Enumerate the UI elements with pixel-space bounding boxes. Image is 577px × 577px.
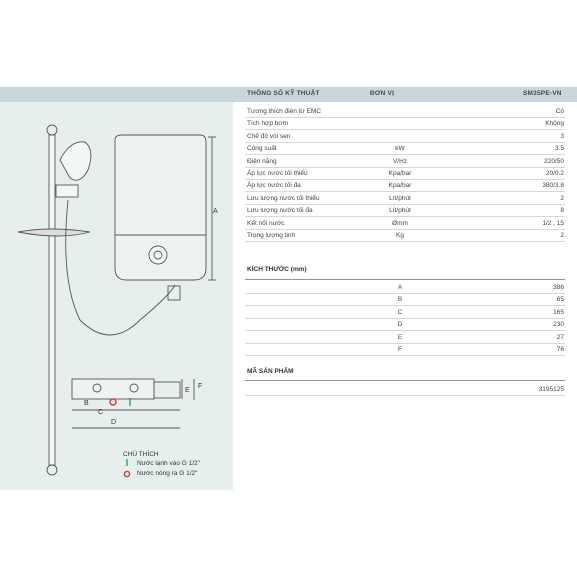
model-header-label: SM35PE-VN	[523, 90, 562, 97]
soap-dish	[18, 229, 90, 236]
spec-unit: Ømm	[392, 219, 408, 227]
spec-value: Có	[555, 108, 564, 115]
legend-title: CHÚ THÍCH	[123, 451, 159, 458]
legend-hot-label: Nước nóng ra G 1/2"	[137, 470, 198, 477]
heater-bottom-view	[72, 379, 154, 399]
spec-row	[245, 217, 565, 230]
dimension-label: F	[398, 346, 402, 353]
dimension-label: C	[397, 308, 403, 316]
dimension-row	[245, 281, 565, 294]
spec-unit: Lít/phút	[389, 194, 411, 202]
spec-row	[245, 167, 565, 180]
spec-name: Tích hợp bơm	[247, 120, 289, 128]
spec-row	[245, 229, 565, 242]
dimension-label: A	[397, 284, 403, 291]
dimension-value: 230	[553, 321, 564, 329]
spec-unit: Kpa/bar	[388, 182, 412, 190]
rail-bottom-bracket	[47, 465, 57, 475]
hot-outlet-marker	[110, 399, 116, 405]
spec-name: Tương thích điện từ EMC	[247, 108, 322, 115]
dimension-value: 65	[556, 296, 564, 304]
spec-row	[245, 105, 565, 118]
spec-value: 2	[560, 194, 564, 202]
dimension-row	[245, 293, 565, 306]
spec-value: 1/2 , 15	[542, 219, 564, 227]
dimension-value: 27	[556, 333, 564, 341]
dimensions-title: KÍCH THƯỚC (mm)	[247, 266, 307, 273]
dim-label-d: D	[111, 419, 117, 426]
hot-water-icon	[124, 471, 129, 476]
spec-row	[245, 192, 565, 205]
spec-name: Áp lực nước tối đa	[247, 182, 301, 190]
spec-unit: Kg	[396, 232, 404, 239]
dimension-value: 76	[556, 346, 564, 353]
product-code-divider	[245, 380, 565, 381]
spec-value: 380/3.8	[542, 182, 564, 190]
spec-name: Lưu lượng nước tối thiểu	[247, 194, 320, 202]
legend-cold-label: Nước lạnh vào G 1/2"	[137, 460, 200, 467]
water-heater-diagram	[0, 0, 233, 490]
dimension-value: 386	[553, 284, 564, 291]
dimension-row	[245, 343, 565, 356]
product-code-title: MÃ SẢN PHẨM	[247, 368, 294, 375]
spec-name: Lưu lượng nước tối đa	[247, 207, 313, 215]
dimensions-divider	[245, 279, 565, 280]
spec-value: Không	[545, 120, 564, 128]
spec-value: 3	[560, 132, 564, 140]
spec-name: Chế độ vòi sen	[247, 132, 291, 140]
product-code-row	[245, 383, 565, 396]
dim-label-a: A	[213, 208, 218, 215]
spec-row	[245, 130, 565, 143]
rail-top-bracket	[47, 125, 57, 135]
spec-unit: kW	[395, 145, 405, 153]
dim-label-b: B	[84, 400, 89, 407]
dimension-row	[245, 318, 565, 331]
spec-value: 3.5	[554, 145, 564, 153]
spec-value: 220/50	[544, 157, 564, 165]
spec-unit: Lít/phút	[389, 207, 411, 215]
spec-unit: V/Hz	[392, 157, 408, 165]
shower-holder	[56, 185, 78, 197]
spec-row	[245, 179, 565, 192]
spec-value: 8	[560, 207, 564, 215]
spec-name: Áp lực nước tối thiểu	[247, 170, 308, 177]
dim-label-e: E	[185, 387, 190, 394]
dimension-label: B	[397, 296, 403, 304]
unit-header-label: ĐƠN VỊ	[370, 90, 395, 97]
product-code-value: 3195125	[538, 386, 564, 393]
dimension-label: E	[397, 333, 403, 341]
spec-name: Trọng lượng tịnh	[247, 232, 296, 239]
spec-name: Kết nối nước	[247, 219, 285, 227]
spec-row	[245, 117, 565, 130]
spec-value: 20/0.2	[545, 170, 564, 177]
spec-name: Điện năng	[247, 157, 277, 165]
spec-value: 2	[560, 232, 564, 239]
shower-head	[60, 142, 91, 180]
spec-name: Công suất	[247, 145, 277, 153]
shower-rail	[49, 135, 55, 465]
dim-label-c: C	[98, 409, 104, 416]
spec-header-label: THÔNG SỐ KỸ THUẬT	[247, 90, 320, 97]
dimension-value: 165	[553, 308, 564, 316]
dimension-row	[245, 306, 565, 319]
spec-row	[245, 142, 565, 155]
spec-unit: Kpa/bar	[388, 170, 412, 177]
spec-row	[245, 155, 565, 168]
water-outlet	[168, 286, 180, 300]
dimension-row	[245, 331, 565, 344]
dim-label-f: F	[198, 383, 203, 390]
control-knob	[149, 246, 167, 264]
heater-side-bump	[154, 382, 180, 398]
spec-row	[245, 204, 565, 217]
dimension-label: D	[397, 321, 403, 329]
